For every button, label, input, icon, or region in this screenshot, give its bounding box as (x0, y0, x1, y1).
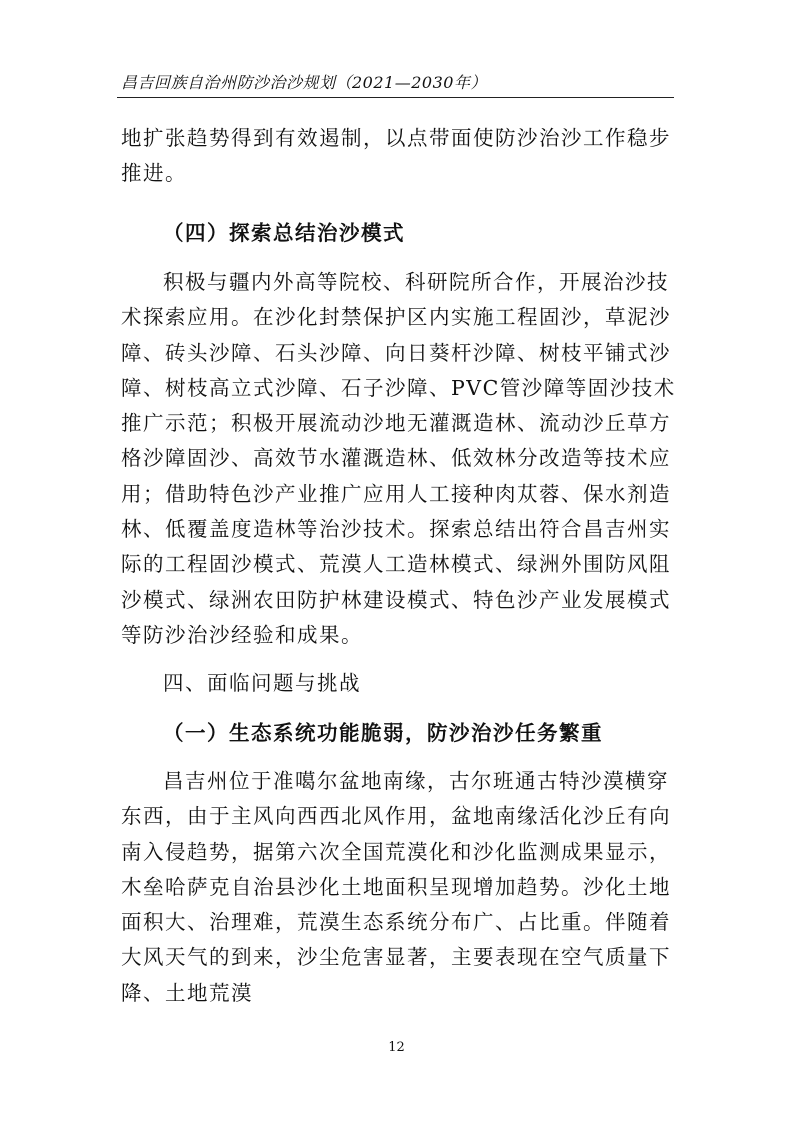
page-number: 12 (388, 1040, 405, 1055)
continuation-block (121, 121, 677, 192)
section-heading-ecosystem-fragile: （一）生态系统功能脆弱，防沙治沙任务繁重 (163, 721, 603, 745)
chapter-heading-problems-challenges: 四、面临问题与挑战 (163, 671, 361, 695)
header-title: 昌吉回族自治州防沙治沙规划（2021—2030年） (121, 73, 487, 92)
section-ecosystem-paragraph: 昌吉州位于准噶尔盆地南缘，古尔班通古特沙漠横穿东西，由于主风向西西北风作用，盆地南缘活化沙丘有向南入侵趋势，据第六次全国荒漠化和沙化监测成果显示，木垒哈萨克自治县沙化土地面积呈现增加趋势。沙化土地面积大、治理难，荒漠生态系统分布广、占比重。伴随着大风天气的到来，沙尘危害显著，主要表现在空气质量下降、土地荒漠 (121, 769, 671, 1005)
section-explore-body (121, 265, 677, 653)
section-heading-explore-models: （四）探索总结治沙模式 (163, 221, 405, 245)
header-divider (117, 97, 674, 98)
section-explore-paragraph: 积极与疆内外高等院校、科研院所合作，开展治沙技术探索应用。在沙化封禁保护区内实施工程固沙，草泥沙障、砖头沙障、石头沙障、向日葵杆沙障、树枝平铺式沙障、树枝高立式沙障、石子沙障、PVC管沙障等固沙技术推广示范；积极开展流动沙地无灌溉造林、流动沙丘草方格沙障固沙、高效节水灌溉造林、低效林分改造等技术应用；借助特色沙产业推广应用人工接种肉苁蓉、保水剂造林、低覆盖度造林等治沙技术。探索总结出符合昌吉州实际的工程固沙模式、荒漠人工造林模式、绿洲外围防风阻沙模式、绿洲农田防护林建设模式、特色沙产业发展模式等防沙治沙经验和成果。 (121, 270, 676, 647)
section-ecosystem-body (121, 764, 677, 1011)
continuation-paragraph: 地扩张趋势得到有效遏制，以点带面使防沙治沙工作稳步推进。 (121, 126, 671, 186)
